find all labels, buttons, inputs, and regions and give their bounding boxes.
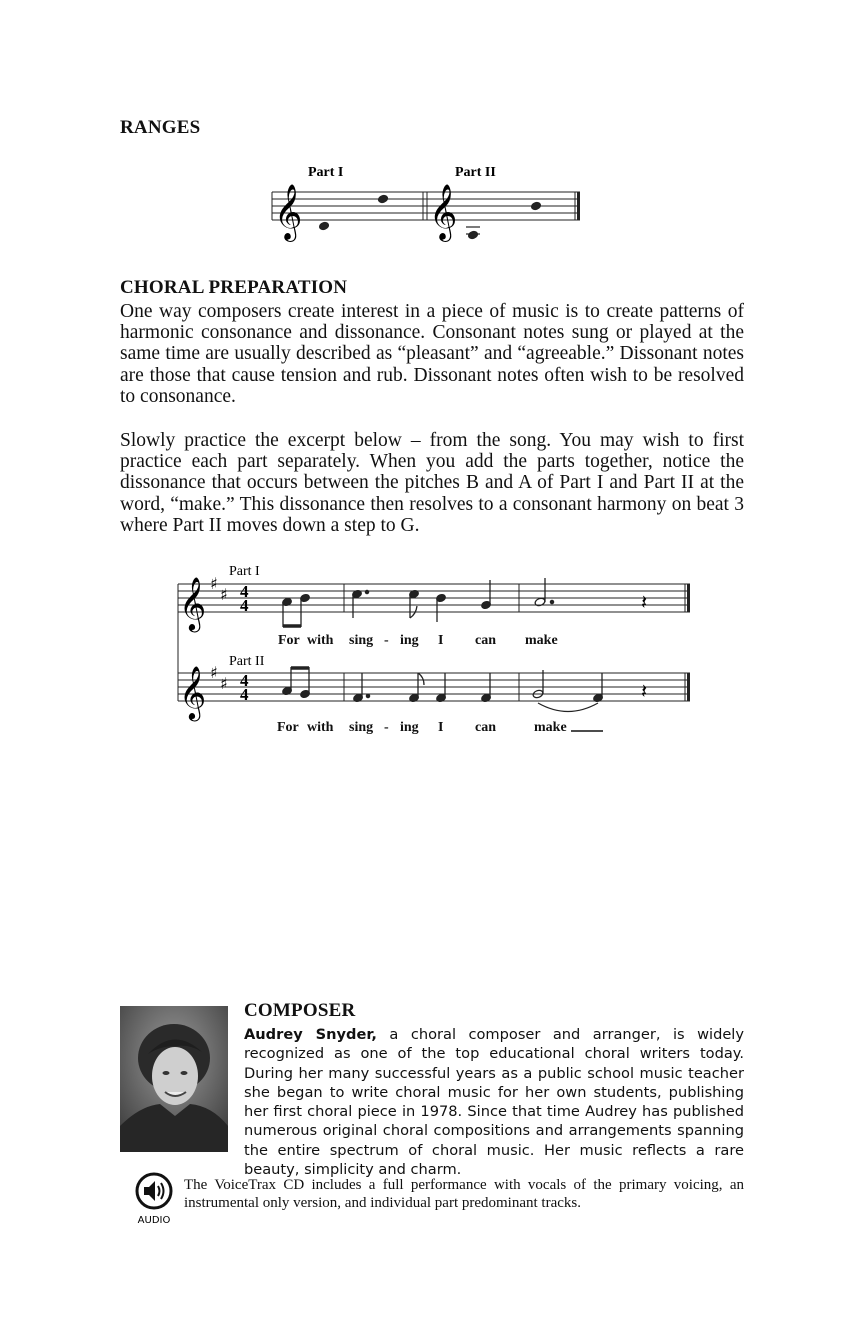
- audio-note: The VoiceTrax CD includes a full performance with vocals of the primary voicing, an instrumental only version, and individual part predominant tracks.: [184, 1177, 744, 1211]
- lyric: can: [475, 633, 496, 648]
- composer-bio: [244, 1025, 744, 1179]
- sharp-icon: ♯: [220, 674, 228, 693]
- slur: [538, 703, 598, 712]
- composer-photo: [120, 1006, 228, 1152]
- range-note-a3: [468, 230, 479, 239]
- composer-bio-text: a choral composer and arranger, is widely recognized as one of the top educational choral writers today. During her many successful years as a public school music teacher she began to write choral music for her own students, publishing her first choral piece in 1978. Since that time Audrey has published numerous original choral compositions and arrangements spanning the entire spectrum of choral music. Her music reflects a rare beauty, simplicity and charm.: [244, 1026, 744, 1179]
- time-signature: 4: [240, 596, 249, 615]
- quarter-rest-icon: 𝄽: [641, 679, 648, 703]
- range-note-d5: [378, 194, 389, 203]
- sharp-icon: ♯: [210, 574, 218, 593]
- range-note-b4: [531, 201, 542, 210]
- ranges-staff: [268, 158, 588, 242]
- ranges-heading: RANGES: [120, 117, 201, 138]
- range-part2-label: Part II: [455, 165, 496, 180]
- dot: [365, 590, 368, 593]
- lyric: make: [534, 720, 567, 735]
- lyric: make: [525, 633, 558, 648]
- preparation-paragraph-1: One way composers create interest in a piece of music is to create patterns of harmonic consonance and dissonance. Consonant notes sung or played at the same time are usually described as “pleasant” and “agreeable.” Dissonant notes are those that cause tension and rub. Dissonant notes often wish to be resolved to consonance.: [120, 301, 744, 407]
- excerpt-part2-label: Part II: [229, 654, 265, 669]
- quarter-rest-icon: 𝄽: [641, 590, 648, 614]
- range-note-d4: [319, 221, 330, 230]
- music-excerpt: [170, 560, 700, 745]
- lyric: sing: [349, 633, 374, 648]
- lyric: ing: [400, 633, 419, 648]
- lyric: can: [475, 720, 496, 735]
- audio-label: AUDIO: [137, 1215, 171, 1226]
- time-signature: 4: [240, 685, 249, 704]
- lyric: with: [307, 633, 334, 648]
- lyric: I: [438, 720, 444, 735]
- sharp-icon: ♯: [210, 663, 218, 682]
- lyric: with: [307, 720, 334, 735]
- preparation-paragraph-2: Slowly practice the excerpt below – from the song. You may wish to first practice each part separately. When you add the parts together, notice the dissonance that occurs between the pitches B and A of Part I and Part II at the word, “make.” This dissonance then resolves to a consonant harmony on beat 3 where Part II moves down a step to G.: [120, 430, 744, 536]
- lyric: For: [278, 633, 300, 648]
- excerpt-part1-label: Part I: [229, 564, 260, 579]
- lyric: I: [438, 633, 444, 648]
- time-signature: 4: [240, 582, 249, 601]
- lyric: -: [384, 720, 389, 735]
- lyric: ing: [400, 720, 419, 735]
- lyric: -: [384, 633, 389, 648]
- time-signature: 4: [240, 671, 249, 690]
- treble-clef-icon: 𝄞: [274, 184, 303, 240]
- lyric: sing: [349, 720, 374, 735]
- sharp-icon: ♯: [220, 585, 228, 604]
- dot: [366, 694, 369, 697]
- composer-name: Audrey Snyder,: [244, 1026, 377, 1043]
- dot: [550, 600, 553, 603]
- range-part1-label: Part I: [308, 165, 344, 180]
- speaker-icon: [134, 1170, 176, 1228]
- treble-clef-icon: 𝄞: [179, 576, 207, 630]
- composer-heading: COMPOSER: [244, 1000, 356, 1021]
- choral-preparation-heading: CHORAL PREPARATION: [120, 277, 348, 298]
- lyric: For: [277, 720, 299, 735]
- treble-clef-icon: 𝄞: [179, 665, 207, 719]
- treble-clef-icon: 𝄞: [429, 184, 458, 240]
